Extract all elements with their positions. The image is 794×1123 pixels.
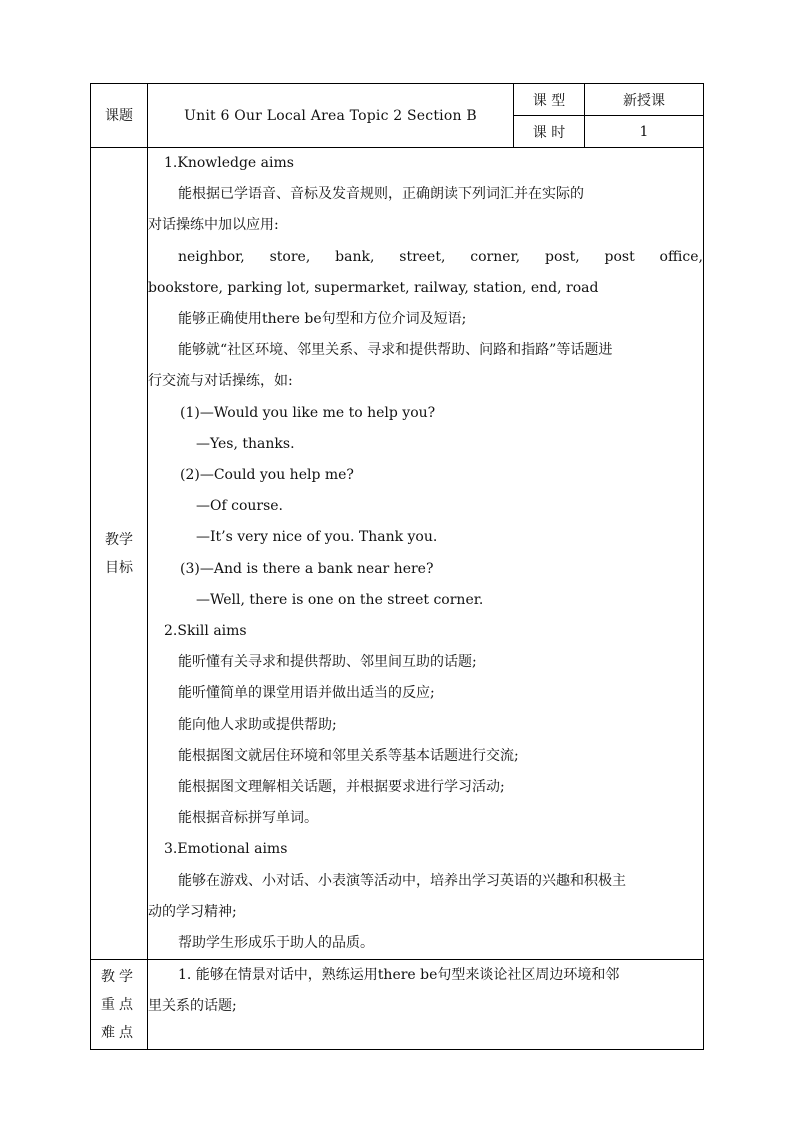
example2-answer2: —It’s very nice of you. Thank you. xyxy=(196,529,438,546)
lesson-type-value: 新授课 xyxy=(585,84,704,116)
topics-aim-line1: 能够就“社区环境、邻里关系、寻求和提供帮助、问路和指路”等话题进 xyxy=(178,342,613,359)
example2-answer1: —Of course. xyxy=(196,498,284,515)
key-points-label-line2: 重点 xyxy=(101,996,137,1013)
emotional-line1: 能够在游戏、小对话、小表演等活动中，培养出学习英语的兴趣和积极主 xyxy=(178,872,626,889)
key-point-item1-line1: 1. 能够在情景对话中，熟练运用there be句型来谈论社区周边环境和邻 xyxy=(178,967,620,984)
grammar-aim: 能够正确使用there be句型和方位介词及短语; xyxy=(178,311,467,328)
objectives-label-line2: 目标 xyxy=(105,559,133,576)
skill-item: 能根据音标拼写单词。 xyxy=(178,810,318,827)
skill-item: 能听懂简单的课堂用语并做出适当的反应; xyxy=(178,685,435,702)
lesson-plan-table xyxy=(90,83,704,1050)
vocabulary-line1: neighbor, store, bank, street, corner, post, post office, xyxy=(178,248,703,265)
skill-item: 能向他人求助或提供帮助; xyxy=(178,716,337,733)
emotional-heading: 3.Emotional aims xyxy=(164,841,288,858)
key-points-label-line3: 难点 xyxy=(101,1024,137,1041)
vocabulary-line2: bookstore, parking lot, supermarket, railway, station, end, road xyxy=(148,279,599,296)
objectives-content xyxy=(148,148,704,960)
skill-item: 能根据图文就居住环境和邻里关系等基本话题进行交流; xyxy=(178,747,519,764)
topics-aim-line2: 行交流与对话操练，如: xyxy=(148,373,293,390)
skill-heading: 2.Skill aims xyxy=(164,623,247,640)
skill-item: 能根据图文理解相关话题，并根据要求进行学习活动; xyxy=(178,779,505,796)
knowledge-intro-line1: 能根据已学语音、音标及发音规则，正确朗读下列词汇并在实际的 xyxy=(178,186,584,203)
emotional-line3: 帮助学生形成乐于助人的品质。 xyxy=(178,935,374,952)
key-point-item1-line2: 里关系的话题; xyxy=(148,998,237,1015)
example3-question: (3)—And is there a bank near here? xyxy=(180,560,434,577)
period-label: 课 时 xyxy=(514,116,585,148)
topic-value: Unit 6 Our Local Area Topic 2 Section B xyxy=(148,84,514,148)
period-value: 1 xyxy=(585,116,704,148)
example1-question: (1)—Would you like me to help you? xyxy=(180,404,436,421)
emotional-line2: 动的学习精神; xyxy=(148,903,237,920)
knowledge-heading: 1.Knowledge aims xyxy=(164,155,294,171)
topic-label: 课题 xyxy=(91,84,148,148)
knowledge-intro-line2: 对话操练中加以应用: xyxy=(148,217,279,234)
key-points-content xyxy=(148,960,704,1050)
objectives-label-line1: 教学 xyxy=(105,531,133,548)
objectives-label xyxy=(91,148,148,960)
key-points-label xyxy=(91,960,148,1050)
skill-item: 能听懂有关寻求和提供帮助、邻里间互助的话题; xyxy=(178,654,477,671)
example3-answer: —Well, there is one on the street corner. xyxy=(196,591,484,608)
example2-question: (2)—Could you help me? xyxy=(180,467,354,484)
example1-answer: —Yes, thanks. xyxy=(196,435,295,452)
key-points-label-line1: 教学 xyxy=(101,968,137,985)
lesson-type-label: 课 型 xyxy=(514,84,585,116)
